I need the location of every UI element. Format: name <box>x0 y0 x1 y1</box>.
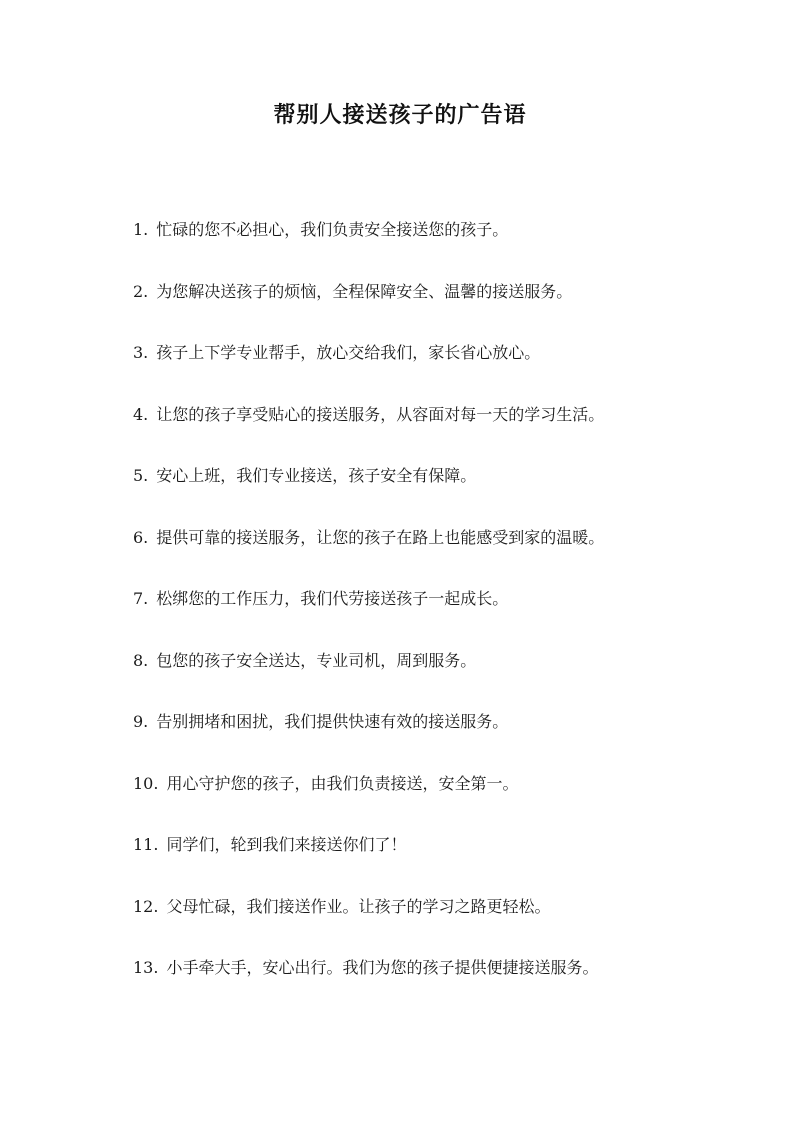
item-number: 13. <box>133 958 159 977</box>
item-text: 包您的孩子安全送达，专业司机，周到服务。 <box>156 650 477 670</box>
document-title: 帮别人接送孩子的广告语 <box>273 102 527 128</box>
list-item <box>133 218 733 280</box>
list-item <box>133 587 733 649</box>
list-item <box>133 341 733 403</box>
list-item <box>133 649 733 711</box>
item-text: 安心上班，我们专业接送，孩子安全有保障。 <box>156 466 477 485</box>
item-number: 7. <box>133 589 149 608</box>
list-item <box>133 772 733 834</box>
list-item <box>133 956 733 1018</box>
item-number: 6. <box>133 527 149 547</box>
item-text: 小手牵大手，安心出行。我们为您的孩子提供便捷接送服务。 <box>166 958 599 977</box>
item-text: 父母忙碌，我们接送作业。让孩子的学习之路更轻松。 <box>166 896 551 916</box>
item-text: 告别拥堵和困扰，我们提供快速有效的接送服务。 <box>156 712 509 731</box>
item-number: 10. <box>133 773 159 793</box>
item-text: 忙碌的您不必担心，我们负责安全接送您的孩子。 <box>156 220 509 239</box>
list-item <box>133 833 733 895</box>
item-number: 4. <box>133 404 149 424</box>
item-number: 11. <box>133 835 159 854</box>
list-item <box>133 403 733 465</box>
list-item <box>133 464 733 526</box>
list-item <box>133 526 733 588</box>
item-text: 用心守护您的孩子，由我们负责接送，安全第一。 <box>166 773 519 793</box>
item-number: 2. <box>133 281 149 301</box>
item-text: 松绑您的工作压力，我们代劳接送孩子一起成长。 <box>156 589 509 608</box>
slogan-list <box>133 218 733 1018</box>
item-text: 为您解决送孩子的烦恼，全程保障安全、温馨的接送服务。 <box>156 281 573 301</box>
item-number: 1. <box>133 220 149 239</box>
item-number: 9. <box>133 712 149 731</box>
item-number: 5. <box>133 466 149 485</box>
list-item <box>133 710 733 772</box>
item-number: 3. <box>133 343 149 362</box>
item-text: 让您的孩子享受贴心的接送服务，从容面对每一天的学习生活。 <box>156 404 605 424</box>
item-number: 8. <box>133 650 149 670</box>
item-text: 同学们，轮到我们来接送你们了！ <box>166 835 407 854</box>
list-item <box>133 280 733 342</box>
item-text: 孩子上下学专业帮手，放心交给我们，家长省心放心。 <box>156 343 541 362</box>
item-text: 提供可靠的接送服务，让您的孩子在路上也能感受到家的温暖。 <box>156 527 605 547</box>
item-number: 12. <box>133 896 159 916</box>
list-item <box>133 895 733 957</box>
